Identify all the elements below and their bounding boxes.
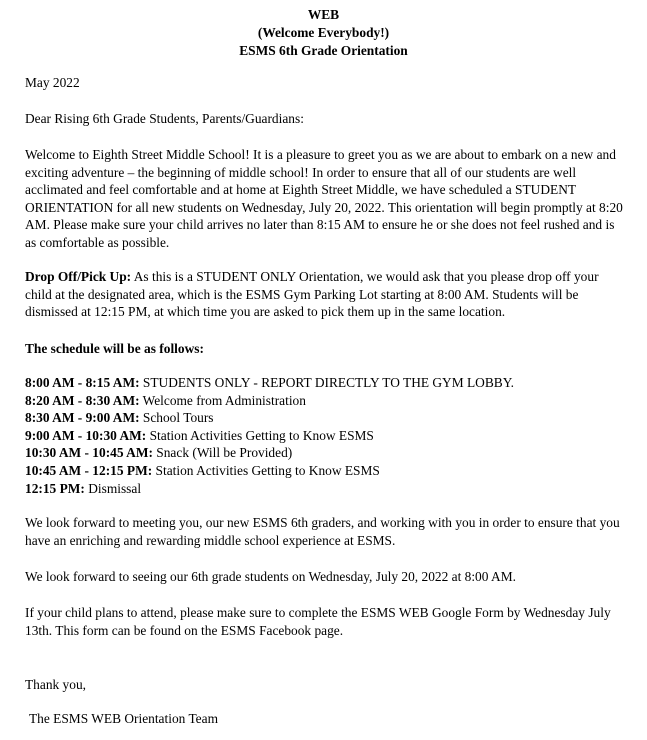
schedule-activity: School Tours [139,410,214,426]
schedule-item [25,444,625,462]
schedule-item [25,462,625,480]
schedule-activity: Welcome from Administration [139,392,306,408]
closing-paragraph-form: If your child plans to attend, please make sure to complete the ESMS WEB Google Form by Wednesday July 13th. This form can be found on the ESMS Facebook page. [25,605,611,638]
salutation: Dear Rising 6th Grade Students, Parents/Guardians: [25,111,304,126]
dropoff-text: As this is a STUDENT ONLY Orientation, we would ask that you please drop off your child at the designated area, which is the ESMS Gym Parking Lot starting at 8:00 AM. Students will be dismissed at 12:15 PM, at which time you are asked to pick them up in the same location. [25,269,599,320]
header-title: WEB [307,7,340,22]
header-event-title: ESMS 6th Grade Orientation [239,43,408,58]
schedule-time: 8:20 AM - 8:30 AM: [25,392,140,408]
schedule-heading: The schedule will be as follows: [25,341,204,356]
schedule-time: 10:30 AM - 10:45 AM: [25,445,153,461]
schedule-time: 9:00 AM - 10:30 AM: [25,427,147,443]
closing-paragraph-meeting: We look forward to meeting you, our new ESMS 6th graders, and working with you in order to ensure that you have an enriching and rewarding middle school experience at ESMS. [25,515,620,548]
closing-paragraph-date: We look forward to seeing our 6th grade students on Wednesday, July 20, 2022 at 8:00 AM. [25,569,516,584]
schedule-item [25,392,625,410]
schedule-activity: Station Activities Getting to Know ESMS [152,462,380,478]
schedule-activity: Dismissal [84,480,142,496]
schedule-time: 8:00 AM - 8:15 AM: [25,375,140,390]
schedule-item [25,374,625,392]
schedule-item [25,480,625,498]
dropoff-label: Drop Off/Pick Up: [25,269,132,284]
schedule-item [25,427,625,445]
letter-date: May 2022 [25,75,80,90]
signoff: Thank you, [25,677,86,692]
header-subtitle: (Welcome Everybody!) [257,25,390,40]
letter-header [0,6,647,60]
schedule-time: 8:30 AM - 9:00 AM: [25,410,140,426]
schedule-activity: Station Activities Getting to Know ESMS [146,427,374,443]
schedule-activity: STUDENTS ONLY - REPORT DIRECTLY TO THE GYM LOBBY. [139,375,514,390]
schedule-item [25,409,625,427]
schedule-activity: Snack (Will be Provided) [152,445,293,461]
dropoff-paragraph [25,268,625,321]
schedule-time: 12:15 PM: [25,480,85,496]
schedule-list [25,374,625,497]
intro-paragraph: Welcome to Eighth Street Middle School! It is a pleasure to greet you as we are about to embark on a new and exciting adventure – the beginning of middle school! In order to ensure that all of our students are well acclimated and feel comfortable and at home at Eighth Street Middle, we have scheduled a STUDENT ORIENTATION for all new students on Wednesday, July 20, 2022. This orientation will begin promptly at 8:20 AM. Please make sure your child arrives no later than 8:15 AM to ensure he or she does not feel rushed and is as comfortable as possible. [25,147,623,250]
schedule-time: 10:45 AM - 12:15 PM: [25,462,153,478]
signature: The ESMS WEB Orientation Team [29,711,218,726]
